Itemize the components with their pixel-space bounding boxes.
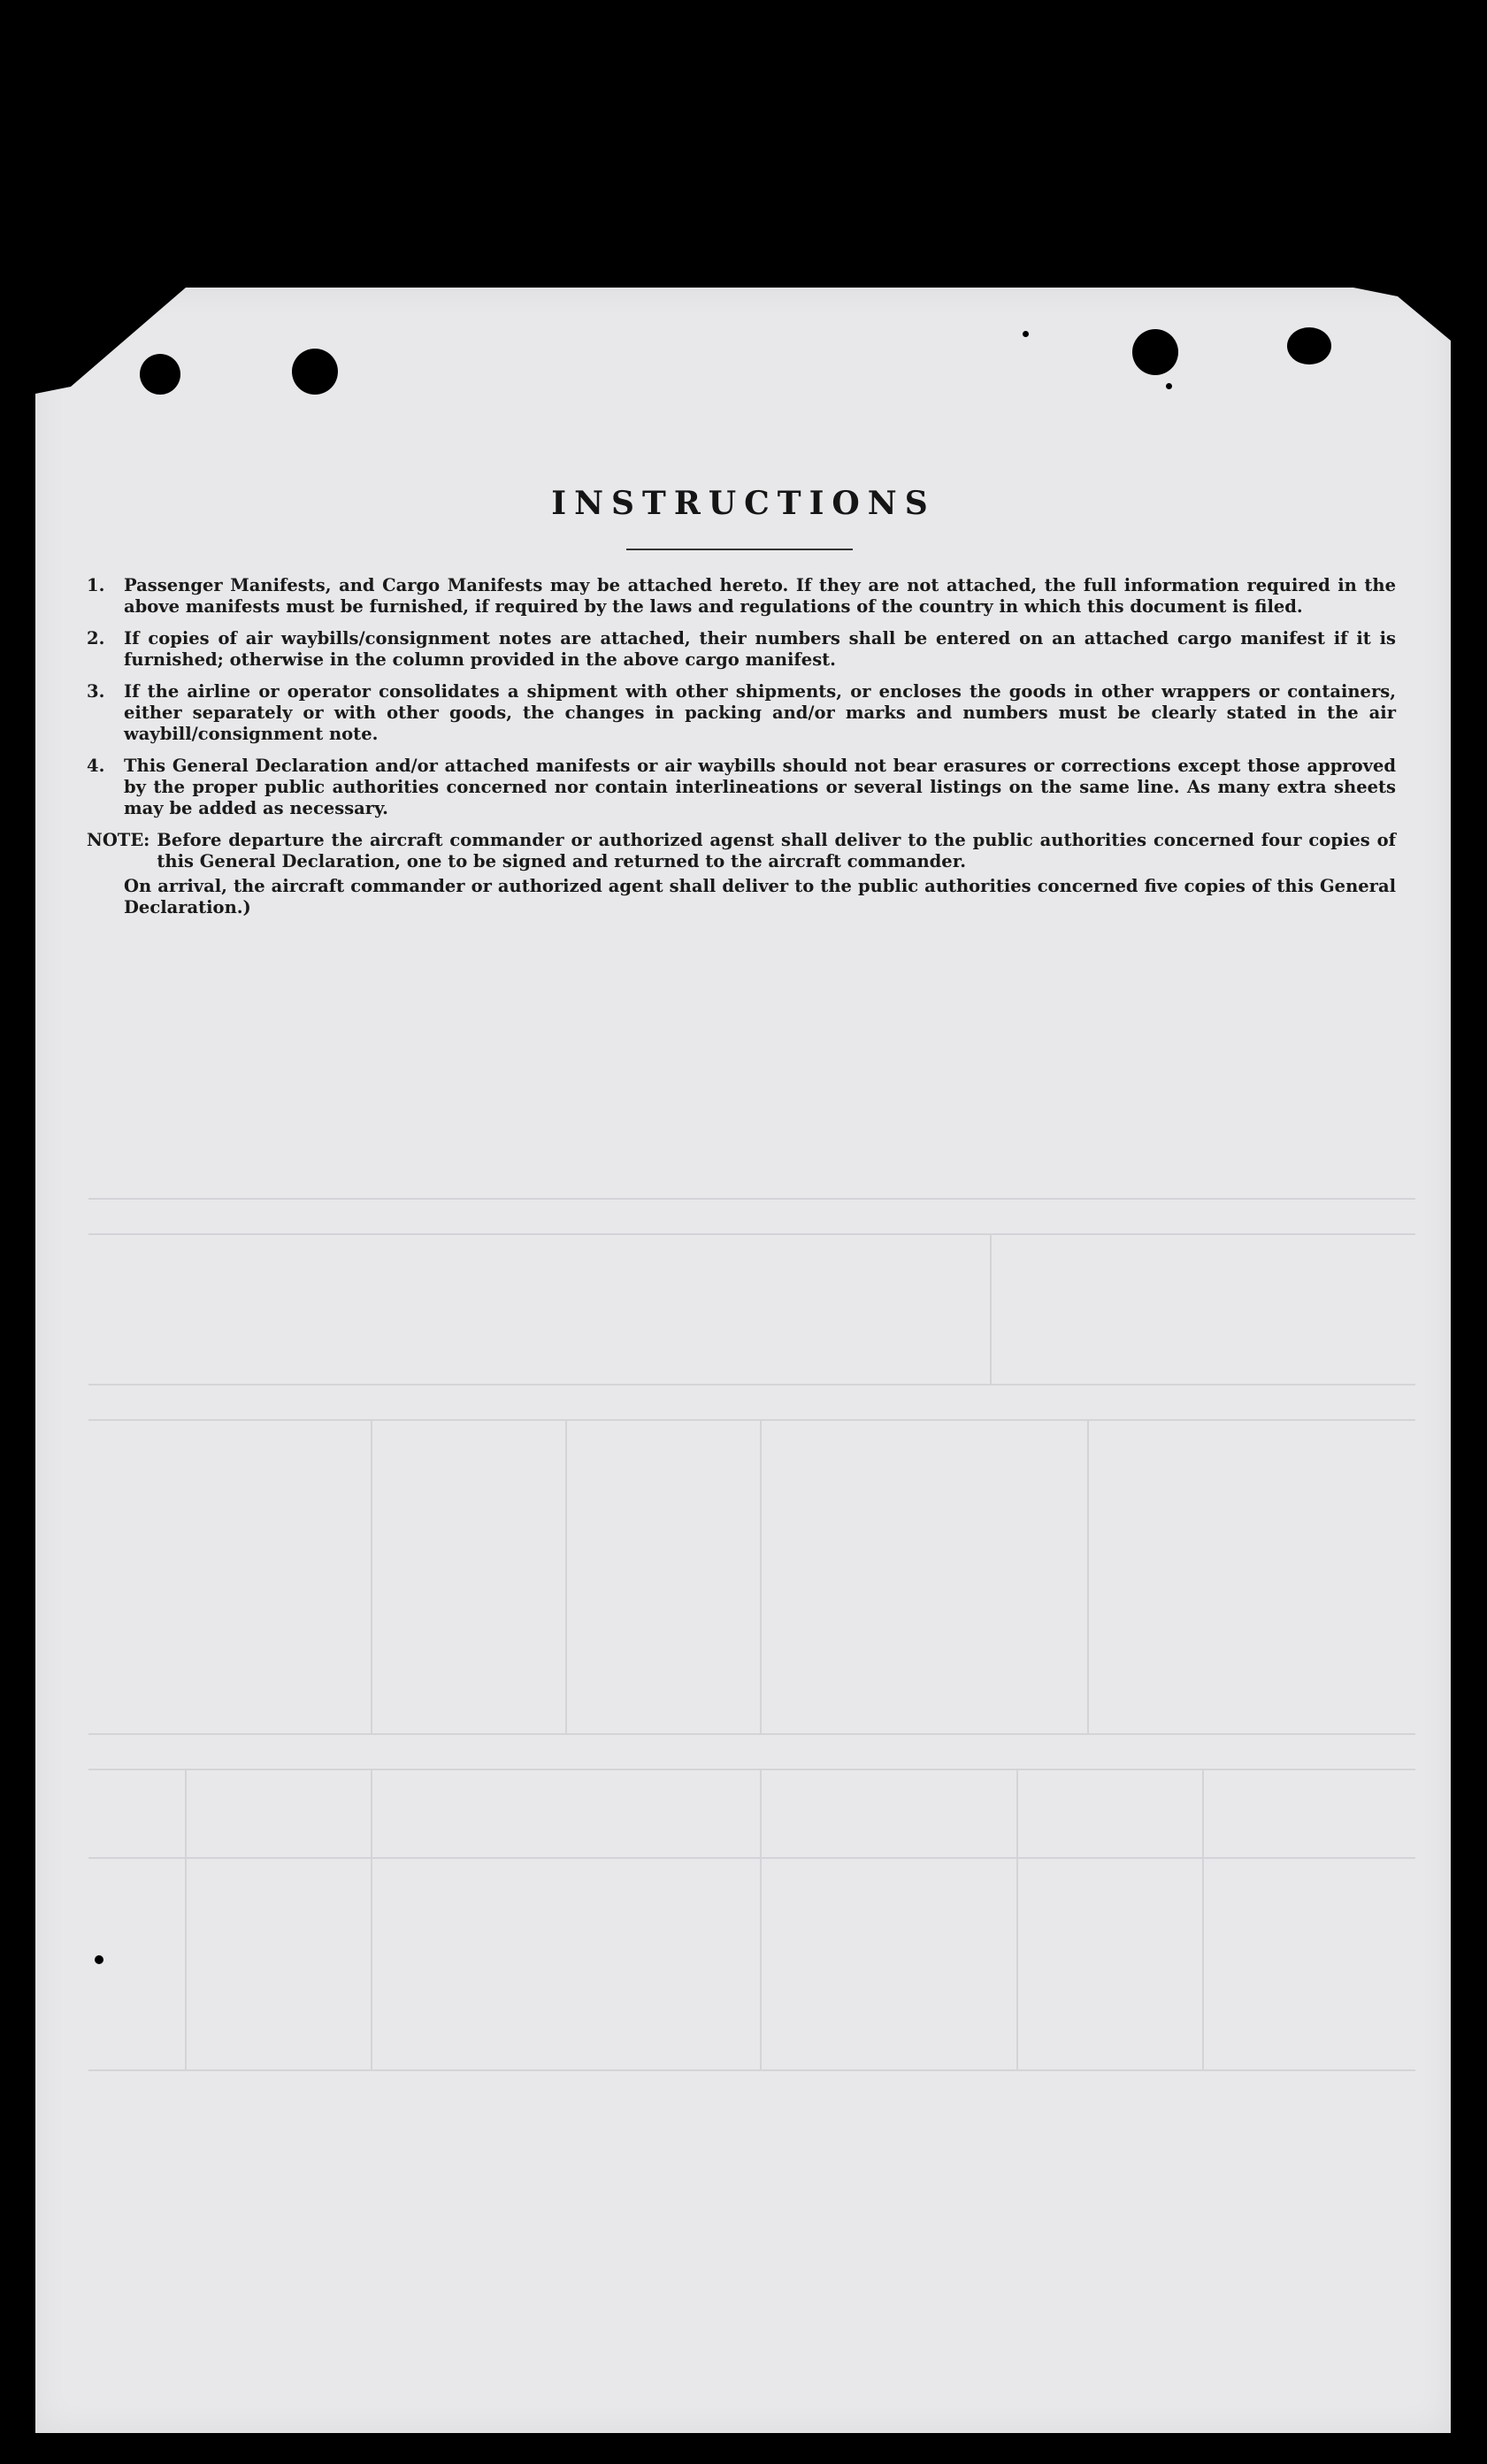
punch-hole-right [1132, 329, 1178, 375]
instruction-item [87, 575, 1396, 618]
item-number: 4. [87, 756, 105, 776]
page-title: INSTRUCTIONS [551, 485, 936, 522]
punch-hole-right-2 [1287, 327, 1331, 365]
instruction-item [87, 681, 1396, 745]
item-text: This General Declaration and/or attached manifests or air waybills should not bear erasures or corrections except those approved by the proper public authorities concerned nor contain interlineations or several listings on the same line. As many extra sheets may be added as necessary. [124, 756, 1396, 818]
item-text: If the airline or operator consolidates a shipment with other shipments, or encloses the goods in other wrappers or containers, either separately or with other goods, the changes in packing and/or marks and numbers must be clearly stated in the air waybill/consignment note. [124, 681, 1396, 744]
item-number: 2. [87, 628, 105, 649]
ink-speck [1023, 331, 1029, 337]
item-text: If copies of air waybills/consignment notes are attached, their numbers shall be entered on an attached cargo manifest if it is furnished; otherwise in the column provided in the above cargo manifest. [124, 628, 1396, 670]
ink-speck [95, 1955, 103, 1964]
note-continuation: On arrival, the aircraft commander or authorized agent shall deliver to the public authorities concerned five copies of this General Declaration.) [124, 876, 1396, 917]
note-label: NOTE: [87, 830, 150, 850]
punch-hole-left-2 [292, 349, 338, 395]
item-text: Passenger Manifests, and Cargo Manifests may be attached hereto. If they are not attached, the full information required in the above manifests must be furnished, if required by the laws and regulations of the country in which this document is filed. [124, 575, 1396, 617]
title-underline [626, 549, 853, 550]
instruction-item [87, 628, 1396, 671]
instruction-item [87, 756, 1396, 819]
item-number: 3. [87, 681, 105, 702]
ink-speck [1166, 383, 1172, 389]
note-text: Before departure the aircraft commander or authorized agenst shall deliver to the public authorities concerned four copies of this General Declaration, one to be signed and returned to the aircraft commander. [157, 830, 1396, 871]
instructions-list [87, 575, 1396, 918]
punch-hole-left [140, 354, 180, 395]
note-block [87, 830, 1396, 872]
item-number: 1. [87, 575, 105, 595]
